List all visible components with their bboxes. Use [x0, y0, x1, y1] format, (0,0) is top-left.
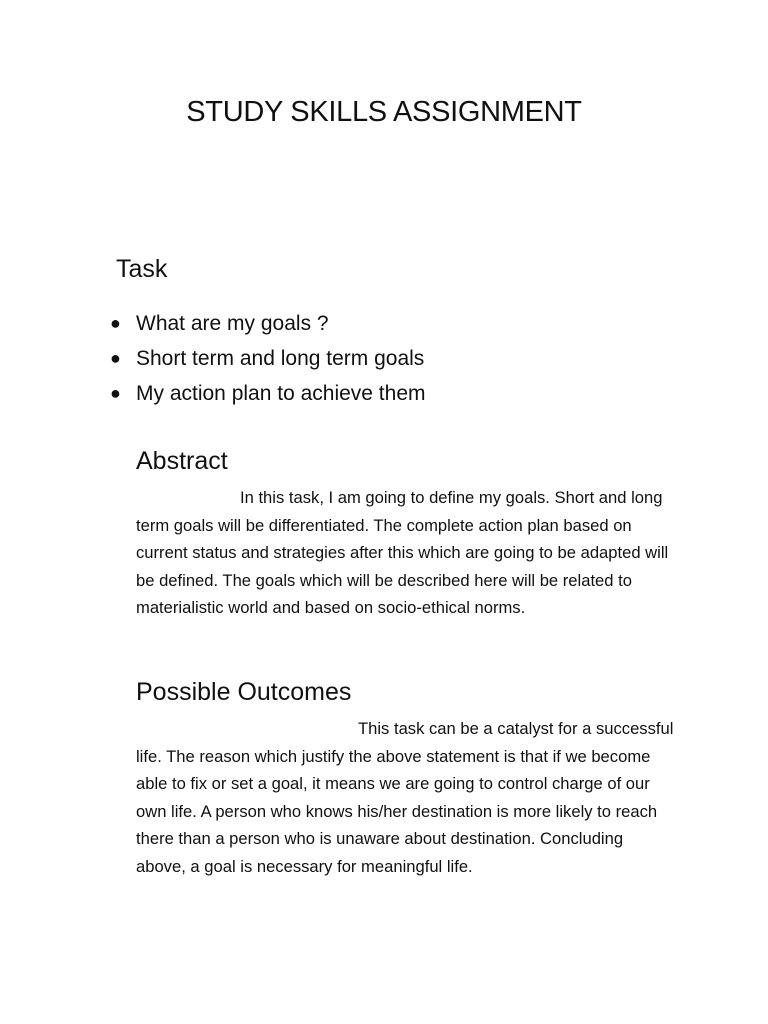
task-list [110, 306, 426, 411]
task-list-item [110, 341, 426, 376]
bullet-icon: ● [110, 313, 121, 333]
abstract-text: In this task, I am going to define my goals. Short and long term goals will be differentiated. The complete action plan based on current status and strategies after this which are going to be adapted will be defined. The goals which will be described here will be related to materialistic world and based on socio-ethical norms. [136, 488, 669, 617]
abstract-heading: Abstract [136, 447, 228, 475]
abstract-paragraph [136, 484, 676, 622]
task-item-text: Short term and long term goals [136, 346, 425, 370]
outcomes-heading: Possible Outcomes [136, 678, 352, 706]
task-item-text: What are my goals ? [136, 311, 329, 335]
bullet-icon: ● [110, 383, 121, 403]
task-list-item [110, 306, 426, 341]
task-heading: Task [116, 255, 168, 283]
document-title: STUDY SKILLS ASSIGNMENT [186, 96, 582, 128]
bullet-icon: ● [110, 348, 121, 368]
task-list-item [110, 376, 426, 411]
outcomes-text: This task can be a catalyst for a successful life. The reason which justify the above statement is that if we become able to fix or set a goal, it means we are going to control charge of our own life. A person who knows his/her destination is more likely to reach there than a person who is unaware about destination. Concluding above, a goal is necessary for meaningful life. [136, 719, 674, 876]
outcomes-paragraph [136, 715, 676, 880]
task-item-text: My action plan to achieve them [136, 381, 426, 405]
